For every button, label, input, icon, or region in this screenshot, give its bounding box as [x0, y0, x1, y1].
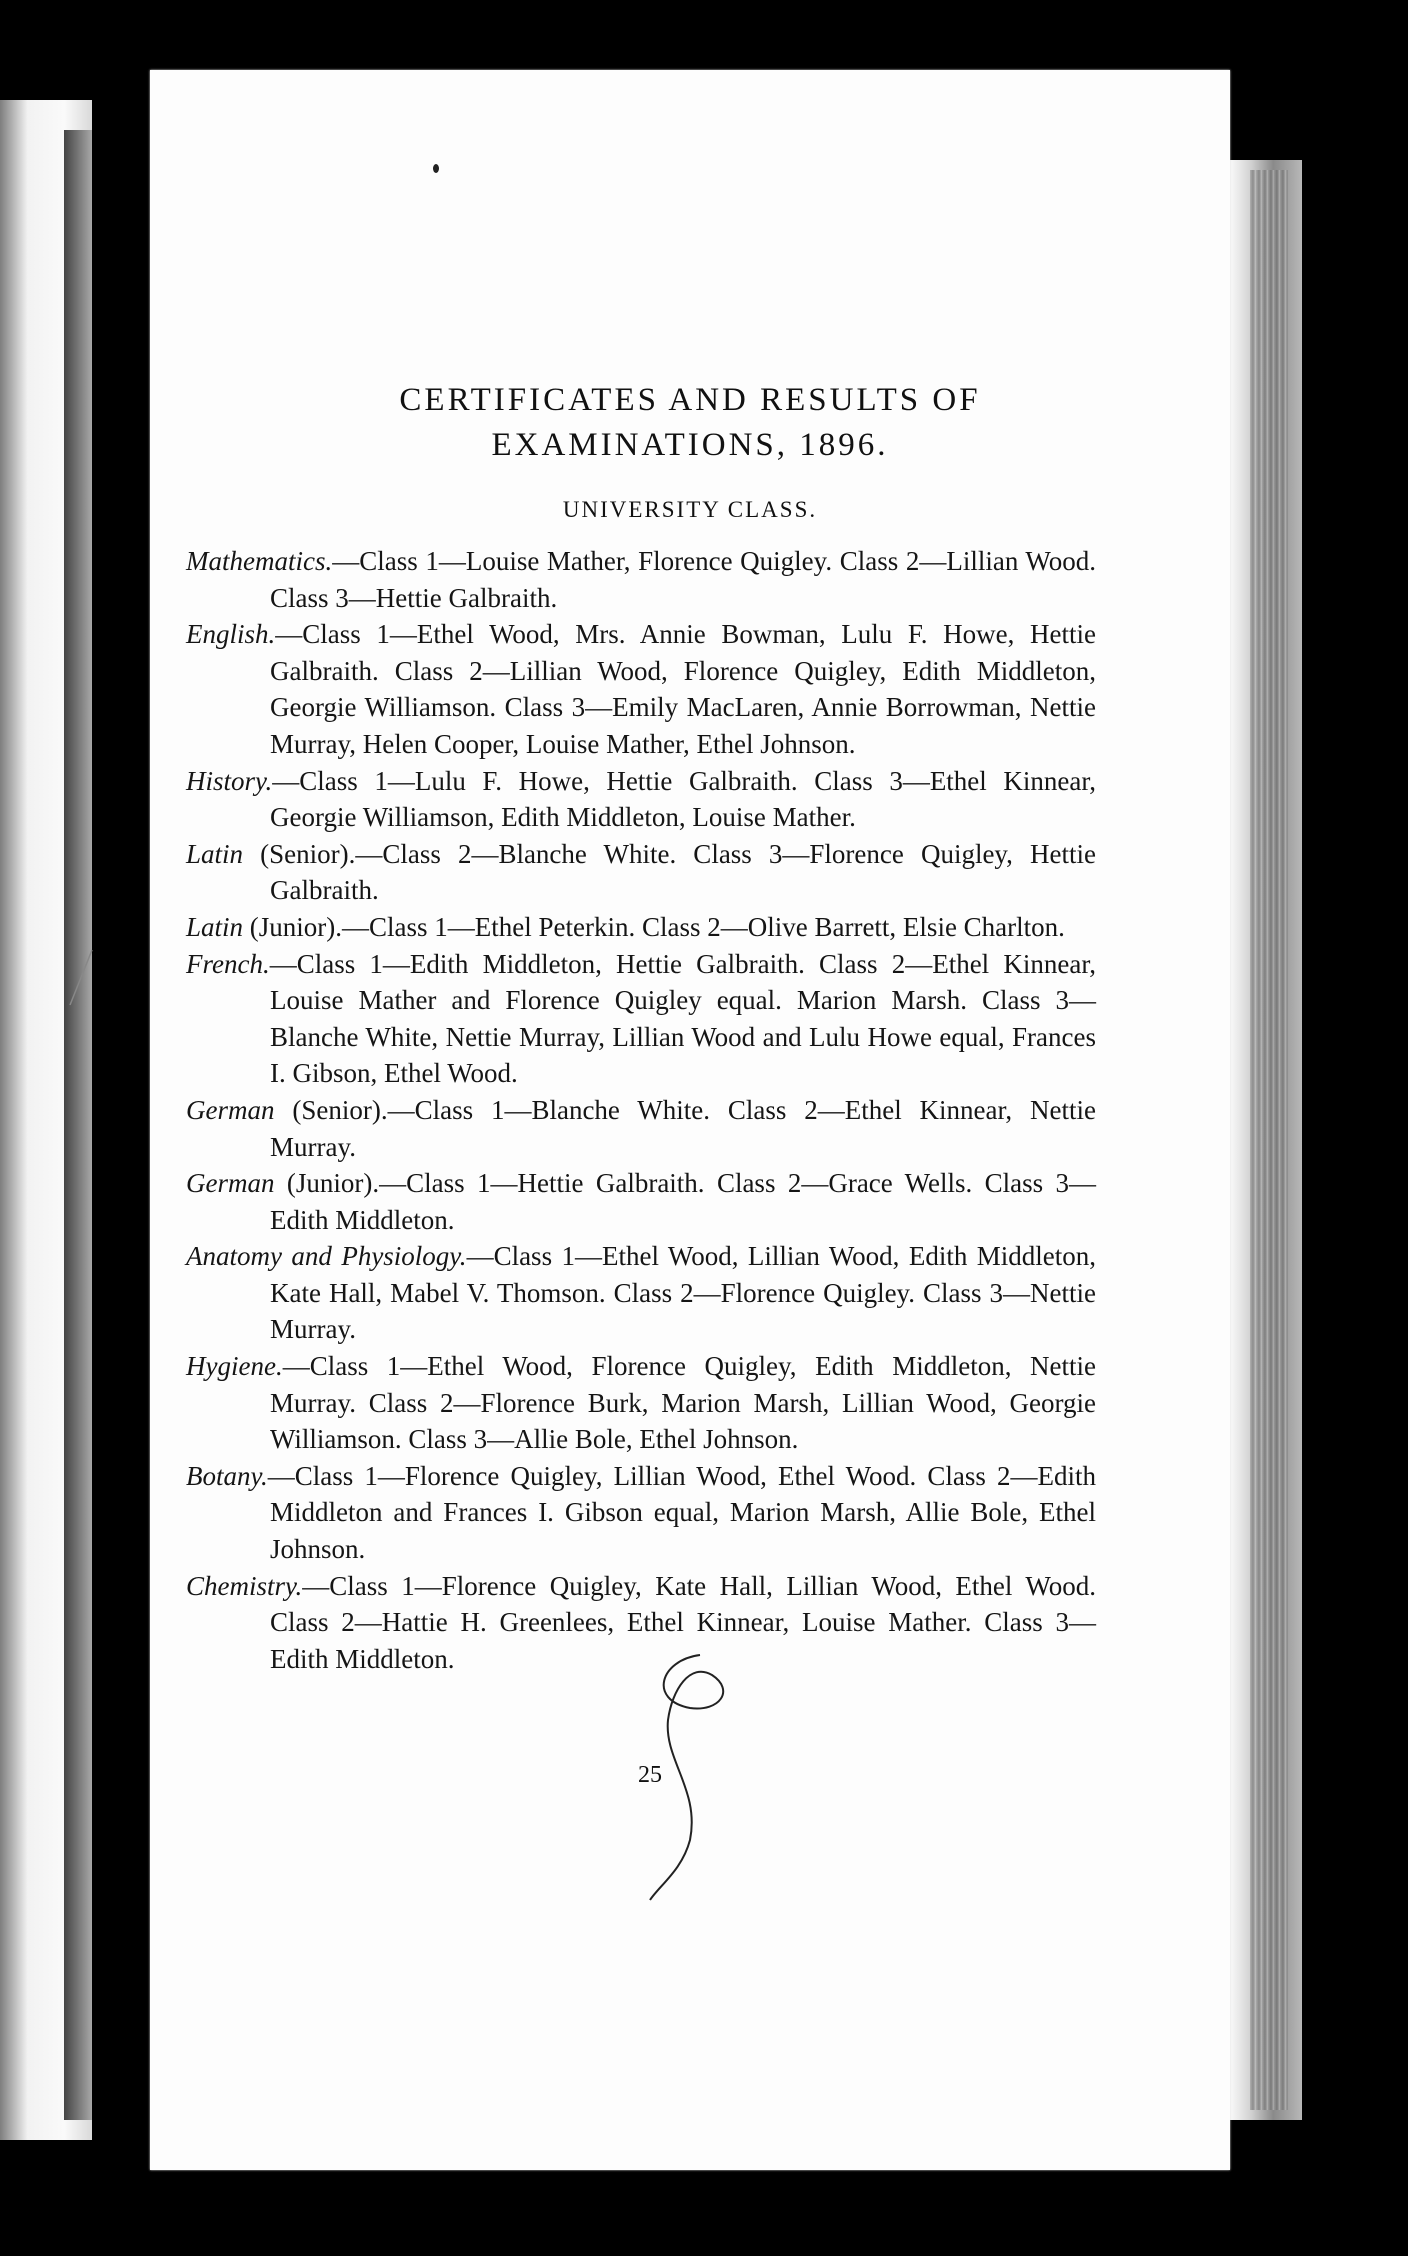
results-entry [186, 1568, 1096, 1678]
subject-name: Mathematics. [186, 546, 333, 576]
results-entry [186, 1092, 1096, 1165]
results-text: —Class 1—Florence Quigley, Kate Hall, Lillian Wood, Ethel Wood. Class 2—Hattie H. Greenlees, Ethel Kinnear, Louise Mather. Class 3—Edith Middleton. [270, 1570, 1096, 1674]
section-subheading: UNIVERSITY CLASS. [562, 497, 818, 522]
subject-name: Latin [186, 911, 244, 942]
results-entry [186, 1348, 1096, 1458]
subject-name: German [186, 1168, 275, 1199]
subject-name: Anatomy and Physiology. [186, 1241, 467, 1272]
subject-name: German [186, 1094, 275, 1125]
results-entry [186, 1458, 1096, 1568]
results-list [186, 543, 1096, 1677]
results-text: —Class 1—Ethel Wood, Lillian Wood, Edith Middleton, Kate Hall, Mabel V. Thomson. Class 2—Florence Quigley. Class 3—Nettie Murray. [270, 1241, 1096, 1345]
results-text: —Class 1—Lulu F. Howe, Hettie Galbraith. Class 3—Ethel Kinnear, Georgie Williamson, Edith Middleton, Louise Mather. [270, 765, 1096, 833]
results-text: —Class 1—Ethel Wood, Florence Quigley, Edith Middleton, Nettie Murray. Class 2—Florence Burk, Marion Marsh, Lillian Wood, Georgie Williamson. Class 3—Allie Bole, Ethel Johnson. [270, 1351, 1096, 1455]
results-text: —Class 1—Ethel Wood, Mrs. Annie Bowman, Lulu F. Howe, Hettie Galbraith. Class 2—Lillian Wood, Florence Quigley, Edith Middleton, Georgie Williamson. Class 3—Emily MacLaren, Annie Borrowman, Nettie Murray, Helen Cooper, Louise Mather, Ethel Johnson. [270, 619, 1096, 759]
subject-name: Chemistry. [186, 1570, 303, 1601]
results-text: (Junior).—Class 1—Ethel Peterkin. Class 2—Olive Barrett, Elsie Charlton. [243, 911, 1065, 942]
results-entry [186, 909, 1096, 946]
results-text: —Class 1—Edith Middleton, Hettie Galbraith. Class 2—Ethel Kinnear, Louise Mather and Florence Quigley equal. Marion Marsh. Class 3—Blanche White, Nettie Murray, Lillian Wood and Lulu Howe equal, Frances I. Gibson, Ethel Wood. [269, 948, 1096, 1089]
results-entry [186, 946, 1096, 1092]
results-entry [186, 543, 1096, 616]
results-text: (Senior).—Class 2—Blanche White. Class 3—Florence Quigley, Hettie Galbraith. [243, 838, 1096, 906]
results-entry [186, 1238, 1096, 1348]
ink-speck [433, 164, 439, 173]
subject-name: French. [186, 948, 270, 979]
results-text: —Class 1—Louise Mather, Florence Quigley. Class 2—Lillian Wood. Class 3—Hettie Galbraith. [270, 546, 1096, 613]
page-title-line-2: EXAMINATIONS, 1896. [491, 427, 889, 463]
results-entry [186, 1165, 1096, 1238]
subject-name: English. [186, 619, 276, 650]
subject-name: Hygiene. [186, 1351, 283, 1382]
results-entry [186, 763, 1096, 836]
left-page-gutter [64, 130, 92, 2120]
results-entry [186, 836, 1096, 909]
subject-name: Botany. [186, 1460, 268, 1491]
page-title-line-1: CERTIFICATES AND RESULTS OF [399, 382, 981, 418]
subject-name: Latin [186, 838, 244, 869]
results-entry [186, 616, 1096, 762]
subject-name: History. [186, 765, 273, 796]
page-stack-texture [1250, 170, 1288, 2110]
results-text: (Junior).—Class 1—Hettie Galbraith. Class 2—Grace Wells. Class 3—Edith Middleton. [270, 1168, 1096, 1235]
results-text: —Class 1—Florence Quigley, Lillian Wood, Ethel Wood. Class 2—Edith Middleton and Frances I. Gibson equal, Marion Marsh, Allie Bole, Ethel Johnson. [267, 1460, 1096, 1565]
results-text: (Senior).—Class 1—Blanche White. Class 2—Ethel Kinnear, Nettie Murray. [270, 1094, 1096, 1162]
page-number: 25 [638, 1762, 662, 1788]
